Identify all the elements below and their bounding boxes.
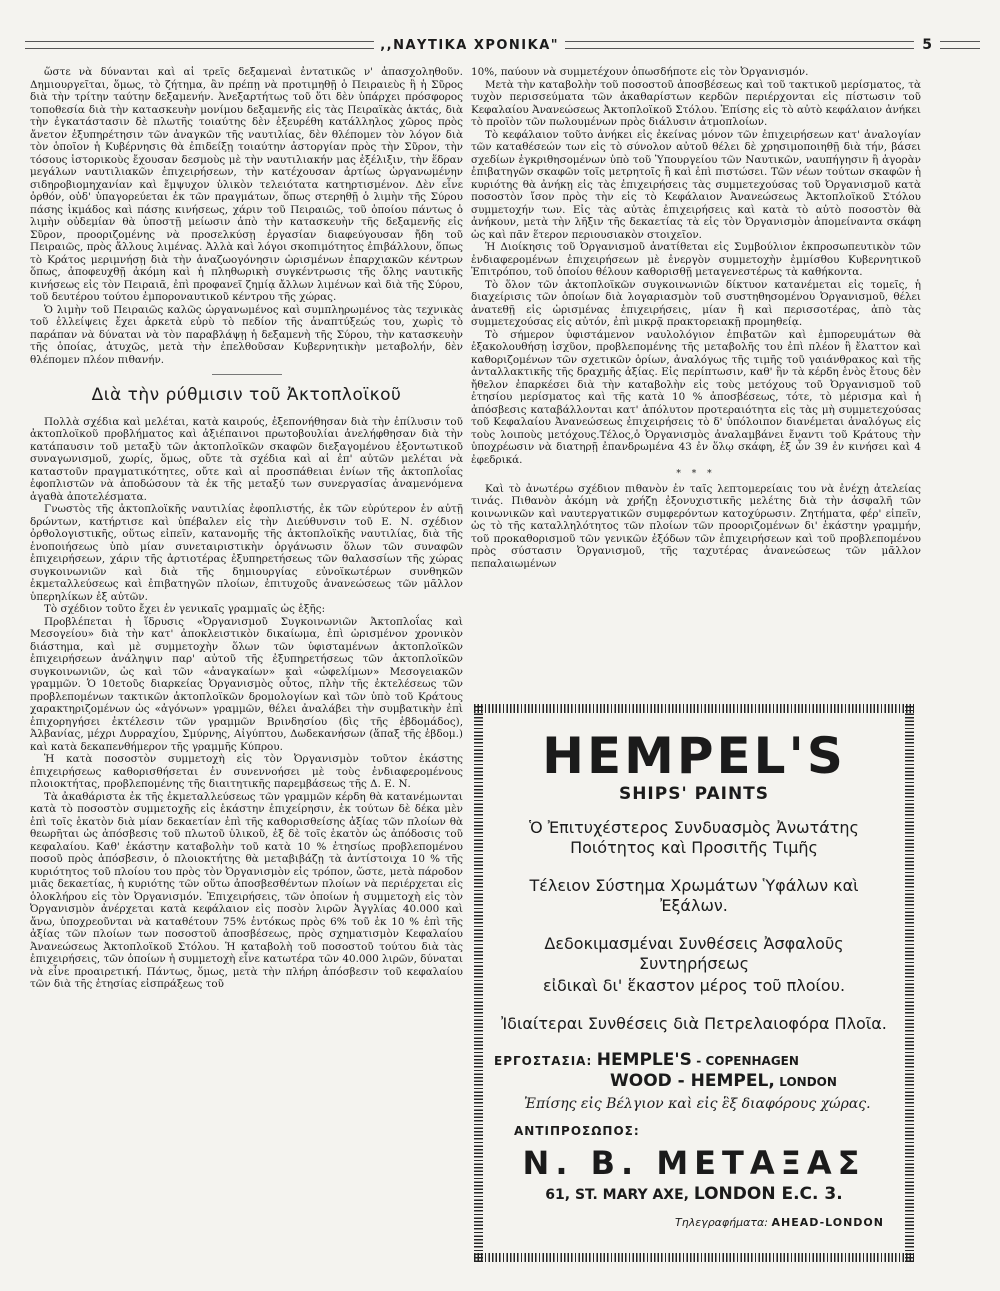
article-paragraph: Τὸ ὅλον τῶν ἀκτοπλοϊκῶν συγκοινωνιῶν δίκτυον κατανέμεται εἰς τομεῖς, ἡ διαχείρισις τῶν ὁποίων διὰ λογαριασμὸν τοῦ συστηθησομένου Ὀργανισμοῦ, θέλει ἀνατεθῇ εἰς ὡρισμένας ἐπιχειρήσεις, μίαν ἢ καὶ περισσοτέρας, ἀπὸ τὰς συμμετεχούσας εἰς αὐτόν, ἐπὶ μικρᾷ πρακτορειακῇ προμηθείᾳ. (471, 278, 921, 328)
telegraph-address: AHEAD-LONDON (771, 1216, 884, 1229)
telegraph-label: Τηλεγραφήματα: (675, 1216, 768, 1229)
article-paragraph: ὥστε νὰ δύνανται καὶ αἱ τρεῖς δεξαμεναὶ ἐντατικῶς ν' ἀπασχοληθοῦν. Δημιουργεῖται, ὅμως, τὸ ζήτημα, ἂν πρέπῃ νὰ προτιμηθῇ ὁ Πειραιεὺς ἢ ἡ Σῦρος διὰ τὴν τρίτην ταύτην δεξαμενήν. Ἀνεξαρτήτως τοῦ ὅτι δὲν ὑπάρχει πρόσφορος τοποθεσία διὰ τὴν κατασκευὴν μονίμου δεξαμενῆς εἰς τὰς Πειραϊκὰς ἀκτάς, διὰ τὴν ἐγκατάστασιν δὲ πλωτῆς τοιαύτης δὲν ἐξευρέθη κατάλληλος χῶρος πρὸς ἄνετον ἐξυπηρέτησιν τῶν ἀναγκῶν τῆς ναυτιλίας, δὲν θλέπομεν τὸν λόγον διὰ τὸν ὁποῖον ἡ Κυβέρνησις θὰ ἐπιδείξῃ τοιαύτην ἀστοργίαν πρὸς τὴν Σῦρον, τὴν τόσους ἱστορικοὺς ἔχουσαν δεσμοὺς μὲ τὴν ναυτιλιακήν μας ἐξέλιξιν, τὴν ἕδραν μεγάλων ναυτιλιακῶν ἐπιχειρήσεων, τὴν κατέχουσαν ἀρτίως ὠργανωμένην σιδηροβιομηχανίαν καὶ ἔμψυχον ὑλικὸν τελειότατα κατηρτισμένον. Δὲν εἶνε ὀρθόν, οὐδ' ὑπαγορεύεται ἐκ τῶν πραγμάτων, ὅπως στερηθῇ ὁ λιμὴν τῆς Σύρου πάσης ἰκμάδος καὶ πάσης κινήσεως, χάριν τοῦ Πειραιῶς, τοῦ ὁποίου πάντως ὁ λιμὴν οὐδεμίαν θὰ ὑποστῇ μείωσιν ἀπὸ τὴν κατασκευὴν τῆς δεξαμενῆς εἰς Σῦρον, προοριζομένης νὰ προσελκύσῃ ἐργασίαν διαφεύγουσαν ἤδη τοῦ Πειραιῶς, πρὸς ἄλλους λιμένας. Ἀλλὰ καὶ λόγοι σκοπιμότητος ἐπιβάλλουν, ὅπως τὸ Κράτος μεριμνήσῃ διὰ τὴν ἀναζωογόνησιν ὡρισμένων ἐπαρχιακῶν κέντρων ὅπως, ἀποφευχθῇ ἀκόμη καὶ ἡ πληθωρικὴ συγκέντρωσις τῆς ὅλης ναυτικῆς κινήσεως εἰς τὸν Πειραιᾶ, ἐπὶ προφανεῖ ζημίᾳ ἄλλων λιμένων καὶ διὰ τῆς Σύρου, τοῦ δευτέρου τούτου ἐμποροναυτικοῦ κέντρου τῆς χώρας. (30, 66, 463, 303)
ad-also-note: Ἐπίσης εἰς Βέλγιον καὶ εἰς ἓξ διαφόρους χώρας. (524, 1096, 871, 1112)
ad-line: Τέλειον Σύστημα Χρωμάτων Ὑφάλων καὶ Ἐξάλων. (529, 876, 859, 915)
header-rule-middle (565, 41, 914, 49)
address-street: 61, ST. MARY AXE, (545, 1187, 689, 1203)
ad-line: εἰδικαὶ δι' ἕκαστον μέρος τοῦ πλοίου. (542, 976, 846, 995)
section-divider (212, 374, 282, 375)
factory-name: WOOD - HEMPEL, (610, 1071, 775, 1091)
representative-address (494, 1184, 894, 1204)
factory-location: - COPENHAGEN (696, 1054, 799, 1068)
factories-label: ΕΡΓΟΣΤΑΣΙΑ: (494, 1054, 593, 1068)
article-paragraph: 10%, παύουν νὰ συμμετέχουν ὁπωσδήποτε εἰς τὸν Ὀργανισμόν. (471, 66, 809, 78)
article-paragraph: Πολλὰ σχέδια καὶ μελέται, κατὰ καιρούς, ἐξεπονήθησαν διὰ τὴν ἐπίλυσιν τοῦ ἀκτοπλοϊκοῦ προβλήματος καὶ ἀξιέπαινοι πρωτοβουλίαι ἀνελήφθησαν διὰ τὴν κατάπαυσιν τοῦ μεταξὺ τῶν ἀκτοπλοϊκῶν σκαφῶν διεξαγομένου ἐξοντωτικοῦ συναγωνισμοῦ, χωρίς, ὅμως, οὔτε τὰ σχέδια καὶ αἱ ἐπ' αὐτῶν μελέται νὰ καταστοῦν πραγματικότητες, οὔτε καὶ αἱ προσπάθειαι ἐνίων τῆς ἀκτοπλοΐας ἐφοπλιστῶν νὰ ἀποδώσουν τὰ ἐκ τῆς μεταξύ των συνεργασίας ἀναμενόμενα ἀγαθὰ ἀποτελέσματα. (30, 415, 463, 503)
ad-content (494, 724, 894, 1242)
hempel-advertisement (474, 704, 914, 1262)
ad-border-top (474, 704, 914, 713)
ad-border-left (474, 704, 483, 1262)
article-paragraph: Τὰ ἀκαθάριστα ἐκ τῆς ἐκμεταλλεύσεως τῶν γραμμῶν κέρδη θὰ κατανέμωνται κατὰ τὸ ποσοστὸν συμμετοχῆς εἰς ἑκάστην ἐπιχείρησιν, ἐκ τούτων δὲ δέκα μὲν ἐπὶ τοῖς ἑκατὸν διὰ μίαν δεκαετίαν ἐπὶ τῆς καθορισθείσης ἀξίας τῶν πλοίων θὰ θεωρῆται ὡς ἀπόσβεσις τοῦ πλωτοῦ ὑλικοῦ, ἐξ δὲ τοῖς ἑκατὸν ὡς ἀπόδοσις τοῦ κεφαλαίου. Καθ' ἑκάστην καταβολὴν τοῦ κατὰ 10 % ἐτησίως προβλεπομένου ποσοῦ πρὸς ἀπόσβεσιν, ὁ πλοιοκτήτης θὰ μεταβιβάζῃ τὰ ἀντίστοιχα 10 % τῆς κυριότητος τοῦ πλοίου του πρὸς τὸν Ὀργανισμὸν εἰς τρόπον, ὥστε, μετὰ πάροδον μιᾶς δεκαετίας, ἡ κυριότης τῶν οὕτω ἀποσβεσθέντων πλοίων νὰ περιέρχεται εἰς ὁλοκλήρου εἰς τὸν Ὀργανισμόν. Ἐπιχειρήσεις, τῶν ὁποίων ἡ συμμετοχὴ εἰς τὸν Ὀργανισμὸν ἀνέρχεται κατὰ κεφάλαιον εἰς ποσὸν λιρῶν Ἀγγλίας 40.000 καὶ ἄνω, ὑποχρεοῦνται νὰ καταθέτουν 75% ἐντόκως πρὸς 6% τοῦ ἐκ 10 % ἐπὶ τῆς ἀξίας τῶν πλοίων των ποσοστοῦ ἀποσβέσεως, πρὸς σχηματισμὸν Κεφαλαίου Ἀνανεώσεως Ἀκτοπλοϊκοῦ Στόλου. Ἡ καταβολὴ τοῦ ποσοστοῦ τούτου διὰ τὰς ἐπιχειρήσεις, τῶν ὁποίων ἡ συμμετοχὴ εἶνε κατωτέρα τῶν 40.000 λιρῶν, δύναται νὰ εἶνε προαιρετική. Πάντως, ὅμως, μετὰ τὴν πλήρη ἀπόσβεσιν τοῦ κεφαλαίου τῶν διὰ τῆς ἐτησίας εἰσπράξεως τοῦ (30, 790, 463, 990)
article-paragraph: Ἡ κατὰ ποσοστὸν συμμετοχὴ εἰς τὸν Ὀργανισμὸν τοῦτον ἑκάστης ἐπιχειρήσεως καθορισθήσεται ἐν συνεννοήσει μὲ τοὺς ἐνδιαφερομένους πλοιοκτήτας, προβλεπομένης τῆς διαιτητικῆς παρεμβάσεως τῆς Δ. Ε. Ν. (30, 753, 463, 790)
right-column (471, 66, 921, 570)
article-paragraph: Τὸ σήμερον ὑφιστάμενον ναυλολόγιον ἐπιβατῶν καὶ ἐμπορευμάτων θὰ ἐξακολουθήσῃ ἰσχῦον, προβλεπομένης τῆς μεταβολῆς του ἐπὶ πλέον ἢ ἔλαττον καὶ καθοριζομένων τῶν σχετικῶν ὁρίων, ἀναλόγως τῆς τιμῆς τοῦ γαιάνθρακος καὶ τῆς ἀνταλλακτικῆς τῆς δραχμῆς ἀξίας. Εἰς περίπτωσιν, καθ' ἣν τὰ κέρδη ἑνὸς ἔτους δὲν ἤθελον ἐπαρκέσει διὰ τὴν καταβολὴν εἰς τοὺς μετόχους τοῦ Ὀργανισμοῦ τοῦ ἐτησίου μερίσματος καὶ τῆς κατὰ 10 % ἀποσβέσεως, τότε, τὸ μέρισμα καὶ ἡ ἀπόσβεσις καταβάλλονται κατ' ἀπόλυτον προτεραιότητα εἰς τὰς μὴ συμμετεχούσας τοῦ Κεφαλαίου Ἀνανεώσεως ἐπιχειρήσεις τὸ δ' ὑπόλοιπον διανέμεται ἀναλόγως εἰς τοὺς λοιποὺς μετόχους.Τέλος,ὁ Ὀργανισμὸς ἀναλαμβάνει ἔναντι τοῦ Κράτους τὴν ὑποχρέωσιν νὰ διατηρῇ ἐπανδρωμένα 43 ἐν ὅλῳ σκάφη, ἐξ ὧν 39 ἐν κινήσει καὶ 4 ἐφεδρικά. (471, 328, 921, 466)
representatives-label: ΑΝΤΙΠΡΟΣΩΠΟΣ: (514, 1124, 640, 1138)
factory-location: LONDON (779, 1075, 837, 1089)
left-column (30, 66, 463, 991)
article-paragraph: Μετὰ τὴν καταβολὴν τοῦ ποσοστοῦ ἀποσβέσεως καὶ τοῦ τακτικοῦ μερίσματος, τὰ τυχὸν περισσεύματα τῶν ἀκαθαρίστων κερδῶν περιέρχονται εἰς πίστωσιν τοῦ Κεφαλαίου Ἀνανεώσεως Ἀκτοπλοϊκοῦ Στόλου. Ἐπίσης εἰς τὸ αὐτὸ κεφάλαιον ἀνήκει τὸ προϊὸν τῶν πωλουμένων πρὸς διάλυσιν ἀτμοπλοίων. (471, 78, 921, 128)
page-header (25, 36, 980, 54)
ad-text-block (494, 818, 894, 1034)
ad-factories (494, 1050, 894, 1092)
telegraph-line (494, 1216, 894, 1229)
representative-name: N. B. ΜΕΤΑΞΑΣ (522, 1144, 866, 1182)
section-separator: * * * (676, 469, 716, 479)
ad-line: Δεδοκιμασμέναι Συνθέσεις Ἀσφαλοῦς Συντηρήσεως (544, 934, 844, 973)
publication-title: ,,ΝΑΥΤΙΚΑ ΧΡΟΝΙΚΑ" (380, 37, 560, 53)
factory-name: HEMPLE'S (596, 1050, 692, 1070)
article-paragraph: Ὁ λιμὴν τοῦ Πειραιῶς καλῶς ὠργανωμένος καὶ συμπληρωμένος τὰς τεχνικὰς τοῦ ἐλλείψεις ἔχει ἀρκετὰ εὐρὺ τὸ πεδίον τῆς ἀναπτύξεώς του, χωρὶς τὸ παράπαν νὰ δύναται νὰ τὸν παραβλάψῃ ἡ δεξαμενὴ τῆς Σύρου, τὴν κατασκευὴν τῆς ὁποίας, ἀτυχῶς, μετὰ τὴν ἐπελθοῦσαν Κυβερνητικὴν μεταβολήν, δὲν θλέπομεν πλέον πιθανήν. (30, 303, 463, 366)
article-paragraph: Τὸ κεφάλαιον τοῦτο ἀνήκει εἰς ἐκείνας μόνον τῶν ἐπιχειρήσεων κατ' ἀναλογίαν τῶν καταθέσεών των εἰς τὸ σύνολον αὐτοῦ θέλει δὲ χρησιμοποιηθῇ διὰ τήν, βάσει σχεδίων ἐγκριθησομένων ὑπὸ τοῦ Ὑπουργείου τῶν Ναυτικῶν, ναυπήγησιν ἢ ἀγορὰν ἐπιβατηγῶν σκαφῶν τοῖς μετρητοῖς ἢ καὶ ἐπὶ πιστώσει. Τῶν νέων τούτων σκαφῶν ἡ κυριότης θὰ ἀνήκῃ εἰς τὰς ἐπιχειρήσεις τὰς συμμετεχούσας τοῦ Ὀργανισμοῦ κατὰ ποσοστὸν ἴσον πρὸς τὴν εἰς τὸ Κεφάλαιον Ἀνανεώσεως Ἀκτοπλοϊκοῦ Στόλου συμμετοχήν των. Εἰς τὰς αὐτὰς ἐπιχειρήσεις καὶ κατὰ τὸ αὐτὸ ποσοστὸν θὰ ἀνήκουν, μετὰ τὴν λῆξιν τῆς δεκαετίας τὰ εἰς τὸν Ὀργανισμὸν ἀπομείναντα σκάφη ὡς καὶ πᾶν ἕτερον περιουσιακὸν στοιχεῖον. (471, 128, 921, 241)
page-number: 5 (922, 37, 933, 53)
article-paragraph: Γνωστὸς τῆς ἀκτοπλοϊκῆς ναυτιλίας ἐφοπλιστής, ἐκ τῶν εὐρύτερον ἐν αὐτῇ δρώντων, κατήρτισε καὶ ὑπέβαλεν εἰς τὴν Διεύθυνσιν τοῦ Ε. Ν. σχέδιον ὀρθολογιστικῆς, οὕτως εἰπεῖν, κατανομῆς τῆς ἀκτοπλοϊκῆς ναυτιλίας, διὰ τῆς ἑνοποιήσεως ὑπὸ μίαν συνεταιριστικὴν ὀργάνωσιν ὅλων τῶν συναφῶν ἐπιχειρήσεων, χάριν τῆς ἀρτιοτέρας ἐξυπηρετήσεως τῶν θαλασσίων τῆς χώρας συγκοινωνιῶν καὶ διὰ τῆς δημιουργίας εὐνοϊκωτέρων συνθηκῶν ἐκμεταλλεύσεως καὶ ἐπιβατηγῶν πλοίων, ἐπιτυχοῦς ἀνανεώσεως τῶν μᾶλλον ὑπερηλίκων ἐξ αὐτῶν. (30, 503, 463, 603)
address-city: LONDON E.C. 3. (693, 1184, 843, 1204)
article-paragraph: Τὸ σχέδιον τοῦτο ἔχει ἐν γενικαῖς γραμμαῖς ὡς ἑξῆς: (44, 603, 326, 615)
header-rule-left (25, 41, 374, 49)
article-paragraph: Προβλέπεται ἡ ἵδρυσις «Ὀργανισμοῦ Συγκοινωνιῶν Ἀκτοπλοΐας καὶ Μεσογείου» διὰ τὴν κατ' ἀποκλειστικὸν δικαίωμα, ἐπὶ ὡρισμένον χρονικὸν διάστημα, καὶ μὲ συμμετοχὴν ὅλων τῶν ὑφισταμένων ἀκτοπλοϊκῶν ἐπιχειρήσεων ἀνάληψιν παρ' αὐτοῦ τῆς ἐξυπηρετήσεως τῶν ἀκτοπλοϊκῶν συγκοινωνιῶν, ὡς καὶ τῶν «ἀναγκαίων» καὶ «ὠφελίμων» Μεσογειακῶν γραμμῶν. Ὁ 10ετοῦς διαρκείας Ὀργανισμὸς οὗτος, πλὴν τῆς ἐκτελέσεως τῶν προβλεπομένων τακτικῶν ἀκτοπλοϊκῶν δρομολογίων καὶ τῶν ὑπὸ τοῦ Κράτους χαρακτηριζομένων ὡς «ἀγόνων» γραμμῶν, θέλει ἀναλάβει τὴν συμβατικὴν ἐπὶ ἐπιχορηγήσει ἐκτέλεσιν τῶν γραμμῶν Βρινδησίου (δὶς τῆς ἑβδομάδος), Ἀλβανίας, μέχρι Δυρραχίου, Σμύρνης, Αἰγύπτου, Δωδεκανήσων (ἅπαξ τῆς ἑβδομ.) καὶ κατὰ δεκαπενθήμερον τῆς γραμμῆς Κύπρου. (30, 615, 463, 753)
article-paragraph: Καὶ τὸ ἀνωτέρω σχέδιον πιθανὸν ἐν ταῖς λεπτομερείαις του νὰ ἐνέχῃ ἀτελείας τινάς. Πιθανὸν ἀκόμη νὰ χρήζῃ ἐξονυχιστικῆς μελέτης διὰ τὴν ἀσφαλῆ τῶν κοινωνικῶν καὶ ναυτεργατικῶν συμφερόντων κατοχύρωσιν. Ζητήματα, φέρ' εἰπεῖν, ὡς τὸ τῆς καταλληλότητος τῶν πλοίων τῶν προοριζομένων δι' ἑκάστην γραμμήν, τοῦ προκαθορισμοῦ τῶν γενικῶν ἐξόδων τῶν ἐπιχειρήσεων καὶ τοῦ προβλεπομένου πρὸς σύστασιν Ὀργανισμοῦ, τῆς ταχυτέρας ἀνανεώσεως τῶν μᾶλλον πεπαλαιωμένων (471, 482, 921, 570)
ad-line: Ἰδιαίτεραι Συνθέσεις διὰ Πετρελαιοφόρα Πλοῖα. (501, 1014, 887, 1033)
article-paragraph: Ἡ Διοίκησις τοῦ Ὀργανισμοῦ ἀνατίθεται εἰς Συμβούλιον ἐκπροσωπευτικὸν τῶν ἐνδιαφερομένων ἐπιχειρήσεων μὲ ἐνεργὸν συμμετοχὴν ἐμμίσθου Κυβερνητικοῦ Ἐπιτρόπου, τοῦ ὁποίου θέλουν καθορισθῇ μεταγενεστέρως τὰ καθήκοντα. (471, 241, 921, 278)
section-title: Διὰ τὴν ρύθμισιν τοῦ Ἀκτοπλοϊκοῦ (91, 385, 402, 405)
ad-border-right (905, 704, 914, 1262)
ad-brand: HEMPEL'S (542, 727, 846, 785)
ad-border-bottom (474, 1253, 914, 1262)
ad-line: Ὁ Ἐπιτυχέστερος Συνδυασμὸς Ἀνωτάτης Ποιότητος καὶ Προσιτῆς Τιμῆς (529, 818, 859, 857)
header-rule-right (940, 41, 980, 49)
ad-subtitle: SHIPS' PAINTS (618, 784, 770, 804)
